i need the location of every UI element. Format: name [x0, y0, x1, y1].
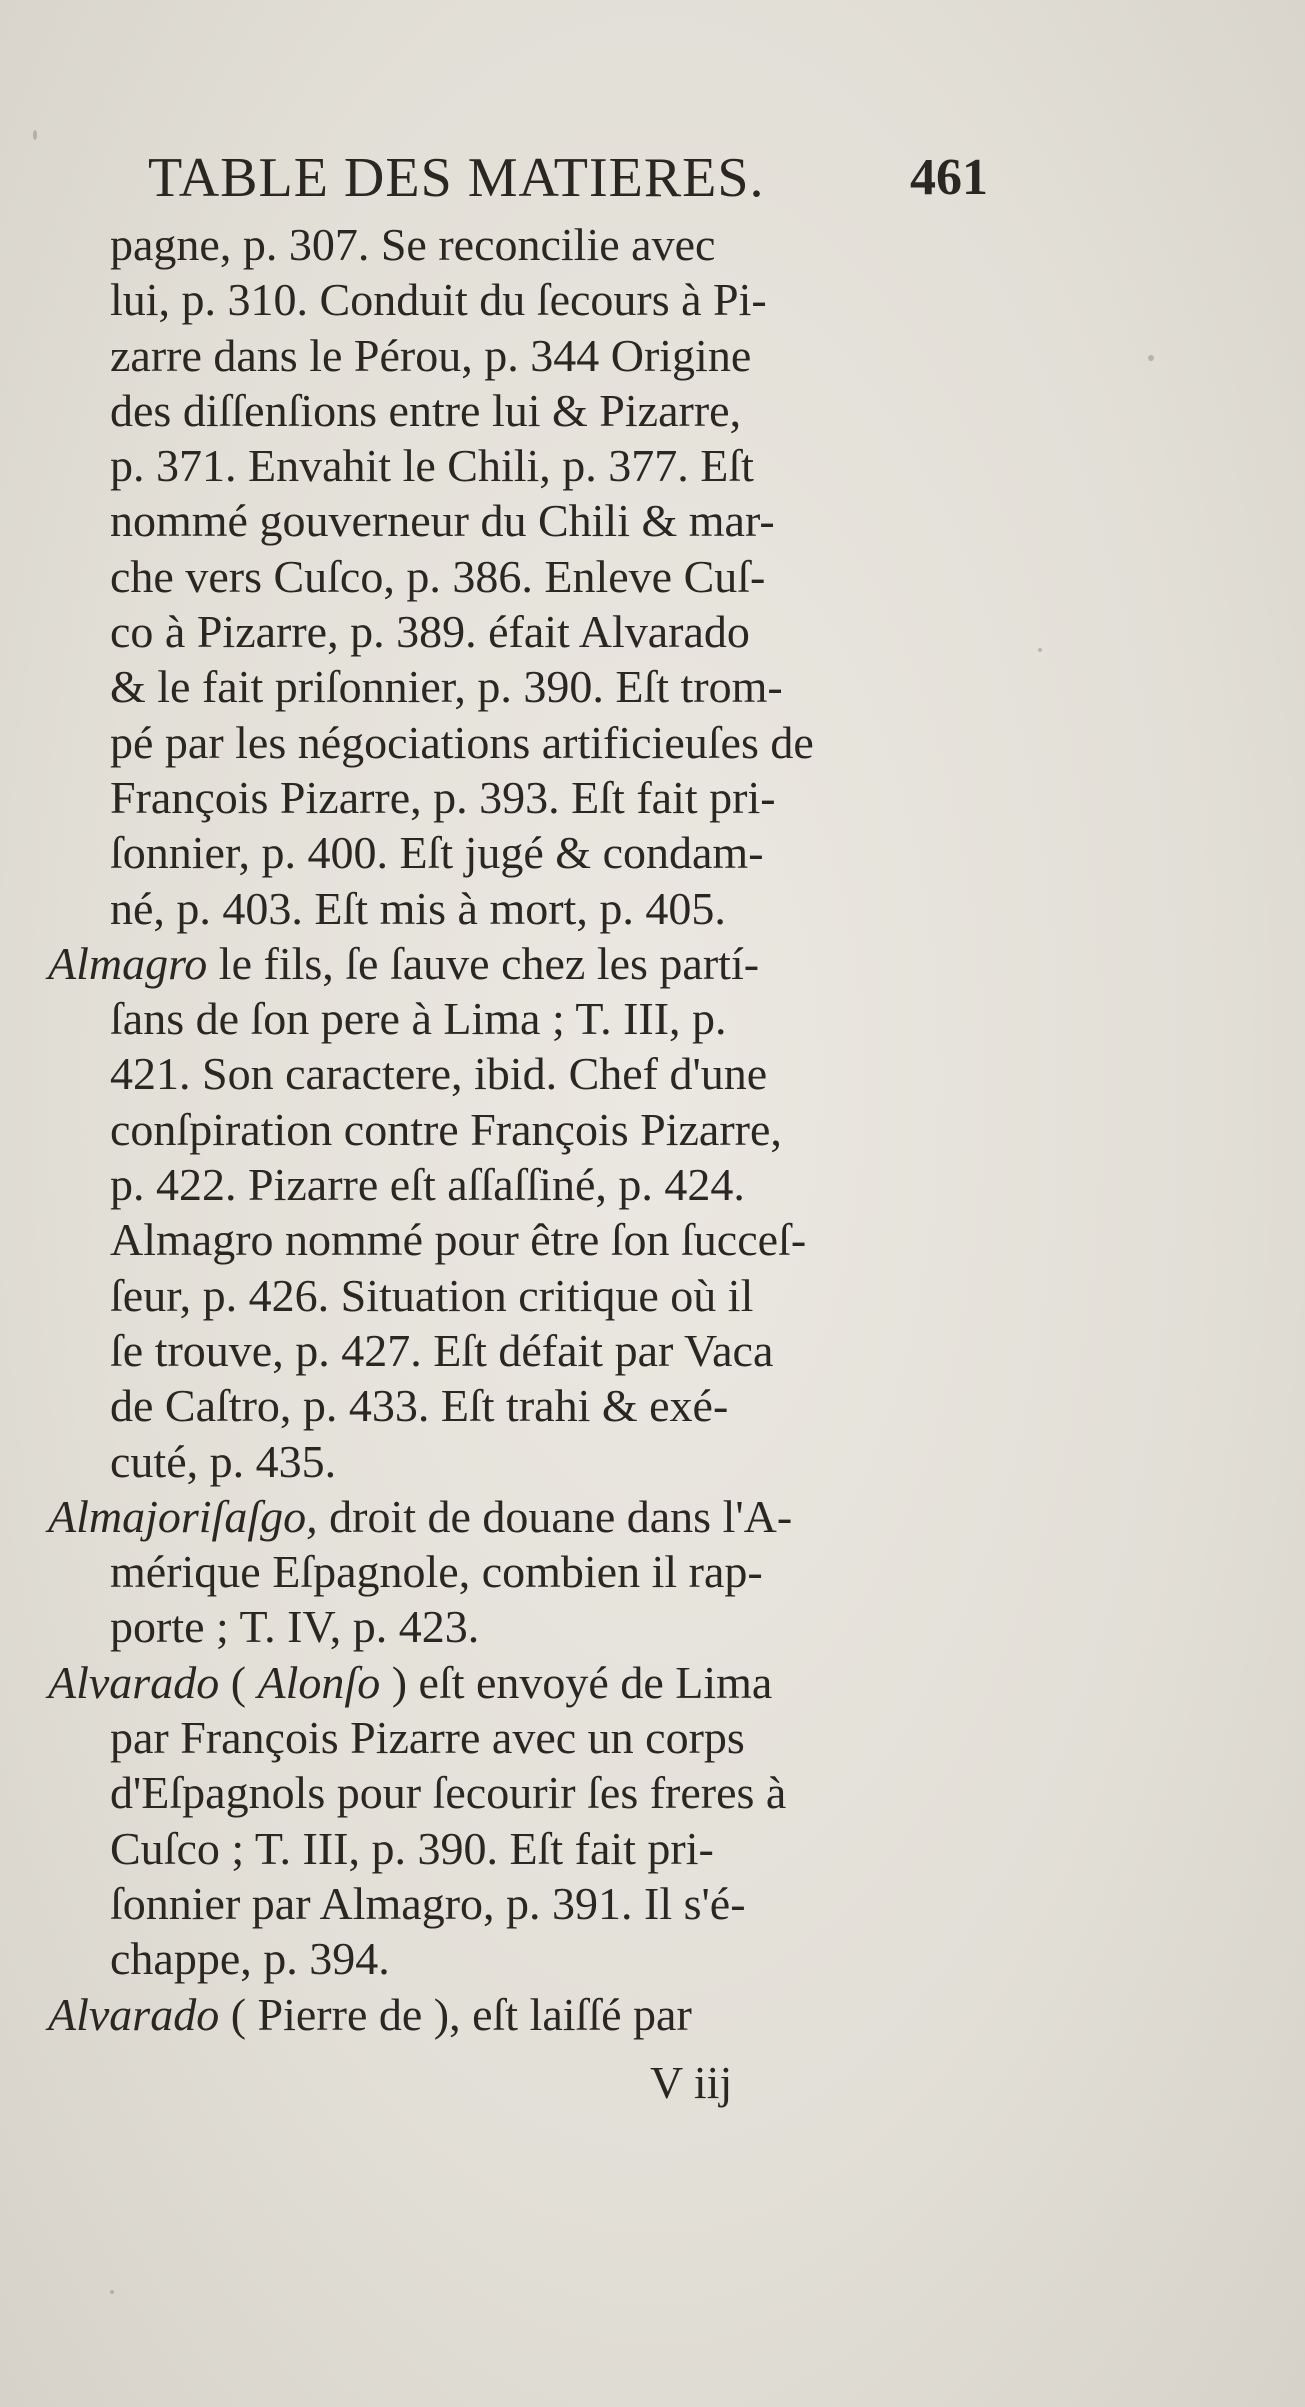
text-line: conſpiration contre François Pizarre, [110, 1103, 782, 1155]
entry-subheading: Alonſo [257, 1656, 381, 1708]
text-line: & le fait priſonnier, p. 390. Eſt trom- [110, 661, 783, 713]
running-title: TABLE DES MATIERES. [148, 147, 765, 209]
text-line: ſans de ſon pere à Lima ; T. III, p. [110, 993, 727, 1045]
index-entry-almajorifasgo [48, 1489, 990, 1544]
signature-mark: V iij [650, 2057, 733, 2108]
index-entry-alvarado-pierre [48, 1987, 990, 2042]
text-line: ſeur, p. 426. Situation critique où il [110, 1269, 754, 1321]
text-line: pagne, p. 307. Se reconcilie avec [110, 219, 716, 270]
text-line: né, p. 403. Eſt mis à mort, p. 405. [110, 882, 726, 934]
text-line: François Pizarre, p. 393. Eſt fait pri- [110, 771, 776, 823]
text-line: 421. Son caractere, ibid. Chef d'une [110, 1048, 768, 1100]
index-entry-almagro-fils [48, 936, 990, 991]
paper-speck [110, 2290, 114, 2294]
entry-text: le fils, ſe ſauve chez les partí- [207, 937, 760, 989]
text-line: lui, p. 310. Conduit du ſecours à Pi- [110, 274, 767, 326]
entry-text: droit de douane dans l'A- [317, 1490, 793, 1542]
text-line: p. 371. Envahit le Chili, p. 377. Eſt [110, 440, 754, 492]
entry-heading: Alvarado [48, 1988, 220, 2040]
entry-text: ( Pierre de ), eſt laiſſé par [219, 1988, 692, 2040]
index-entry-alvarado-alonso: Alvarado ( Alonſo ) eſt envoyé de Lima [48, 1656, 773, 1708]
text-line: chappe, p. 394. [110, 1933, 390, 1985]
text-line: par François Pizarre avec un corps [110, 1712, 745, 1764]
index-text [48, 217, 990, 2042]
page-header [148, 148, 988, 208]
text-line: p. 422. Pizarre eſt aſſaſſiné, p. 424. [110, 1159, 745, 1211]
text-line: porte ; T. IV, p. 423. [110, 1601, 480, 1653]
text-line: ſonnier par Almagro, p. 391. Il s'é- [110, 1877, 746, 1929]
paper-speck [33, 130, 37, 140]
paper-speck [1038, 648, 1042, 652]
text-line: Cuſco ; T. III, p. 390. Eſt fait pri- [110, 1822, 714, 1874]
text-line: d'Eſpagnols pour ſecourir ſes freres à [110, 1767, 787, 1819]
text-line: zarre dans le Pérou, p. 344 Origine [110, 329, 752, 381]
text-line: nommé gouverneur du Chili & mar- [110, 495, 775, 547]
text-line: des diſſenſions entre lui & Pizarre, [110, 384, 742, 436]
text-line: ſe trouve, p. 427. Eſt défait par Vaca [110, 1324, 774, 1376]
text-line: pé par les négociations artificieuſes de [110, 716, 814, 768]
paper-speck [1148, 355, 1154, 361]
text-line: che vers Cuſco, p. 386. Enleve Cuſ- [110, 550, 766, 602]
text-line: de Caſtro, p. 433. Eſt trahi & exé- [110, 1380, 729, 1432]
text-line: Almagro nommé pour être ſon ſucceſ- [110, 1214, 807, 1266]
entry-heading: Almagro [48, 937, 208, 989]
text-line: mérique Eſpagnole, combien il rap- [110, 1546, 763, 1598]
entry-heading: Alvarado [48, 1656, 220, 1708]
page-number: 461 [910, 149, 988, 206]
text-line: co à Pizarre, p. 389. éfait Alvarado [110, 606, 750, 658]
entry-text: eſt envoyé de Lima [407, 1656, 773, 1708]
text-line: ſonnier, p. 400. Eſt jugé & condam- [110, 827, 764, 879]
text-line: cuté, p. 435. [110, 1435, 337, 1487]
entry-heading: Almajoriſaſgo, [48, 1490, 318, 1542]
